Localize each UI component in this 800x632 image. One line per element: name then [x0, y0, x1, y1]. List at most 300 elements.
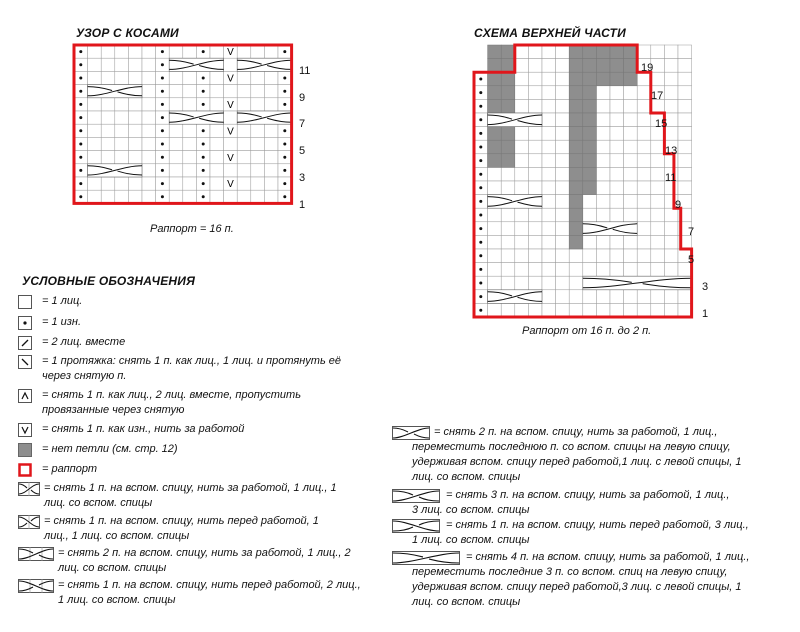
grid-cell	[515, 72, 529, 86]
no-stitch-cell	[501, 140, 515, 154]
grid-cell	[556, 154, 570, 168]
grid-cell	[596, 154, 610, 168]
no-stitch-cell	[569, 72, 583, 86]
slip-mark: V	[227, 100, 234, 111]
grid-cell	[624, 113, 638, 127]
grid-cell	[142, 111, 156, 124]
grid-cell	[678, 140, 692, 154]
grid-cell	[237, 98, 251, 111]
no-stitch-cell	[624, 45, 638, 59]
grid-cell	[610, 154, 624, 168]
legend-title: УСЛОВНЫЕ ОБОЗНАЧЕНИЯ	[22, 274, 196, 288]
grid-cell	[528, 72, 542, 86]
grid-cell	[169, 151, 183, 164]
chart2-row-number-7: 7	[688, 226, 695, 238]
grid-cell	[651, 195, 665, 209]
grid-cell	[142, 71, 156, 84]
grid-cell	[624, 303, 638, 317]
purl-mark	[479, 105, 482, 108]
grid-cell	[664, 290, 678, 304]
grid-cell	[637, 86, 651, 100]
grid-cell	[115, 98, 129, 111]
grid-cell	[542, 99, 556, 113]
grid-cell	[624, 86, 638, 100]
purl-mark	[161, 156, 164, 159]
no-stitch-cell	[569, 99, 583, 113]
purl-mark	[283, 90, 286, 93]
grid-cell	[115, 190, 129, 203]
grid-cell	[501, 167, 515, 181]
grid-cell	[169, 137, 183, 150]
purl-mark	[479, 227, 482, 230]
no-stitch-cell	[488, 140, 502, 154]
grid-cell	[610, 113, 624, 127]
grid-cell	[528, 263, 542, 277]
chart2-row-number-17: 17	[651, 90, 664, 102]
no-stitch-cell	[610, 45, 624, 59]
grid-cell	[183, 85, 197, 98]
grid-cell	[515, 59, 529, 73]
grid-cell	[651, 154, 665, 168]
grid-cell	[488, 208, 502, 222]
chart2-row-number-15: 15	[655, 118, 668, 130]
grid-cell	[637, 235, 651, 249]
grid-cell	[142, 190, 156, 203]
no-stitch-cell	[596, 72, 610, 86]
grid-cell	[596, 181, 610, 195]
grid-cell	[542, 113, 556, 127]
grid-cell	[556, 276, 570, 290]
grid-cell	[610, 181, 624, 195]
cable-pattern-chart	[74, 45, 294, 215]
grid-cell	[515, 140, 529, 154]
grid-cell	[664, 99, 678, 113]
grid-cell	[678, 45, 692, 59]
cable-symbol	[583, 276, 692, 290]
grid-cell	[128, 124, 142, 137]
grid-cell	[515, 249, 529, 263]
grid-cell	[637, 303, 651, 317]
grid-cell	[115, 137, 129, 150]
grid-cell	[264, 151, 278, 164]
chart2-caption: Раппорт от 16 п. до 2 п.	[522, 325, 652, 337]
purl-mark	[202, 50, 205, 53]
grid-cell	[183, 190, 197, 203]
purl-mark	[479, 159, 482, 162]
grid-cell	[169, 190, 183, 203]
grid-cell	[128, 58, 142, 71]
chart1-caption: Раппорт = 16 п.	[150, 223, 234, 235]
grid-cell	[556, 72, 570, 86]
grid-cell	[501, 276, 515, 290]
grid-cell	[210, 45, 224, 58]
grid-cell	[101, 137, 115, 150]
purl-mark	[479, 282, 482, 285]
no-stitch-cell	[488, 99, 502, 113]
grid-cell	[488, 235, 502, 249]
grid-cell	[528, 59, 542, 73]
grid-cell	[528, 181, 542, 195]
no-stitch-cell	[596, 59, 610, 73]
no-stitch-cell	[488, 86, 502, 100]
purl-mark	[479, 254, 482, 257]
grid-cell	[678, 59, 692, 73]
chart1-row-number-9: 9	[299, 92, 306, 104]
grid-cell	[624, 263, 638, 277]
grid-cell	[528, 86, 542, 100]
grid-cell	[637, 154, 651, 168]
grid-cell	[528, 222, 542, 236]
purl-mark	[161, 116, 164, 119]
grid-cell	[224, 58, 238, 71]
purl-mark	[161, 77, 164, 80]
grid-cell	[183, 137, 197, 150]
purl-mark	[79, 63, 82, 66]
grid-cell	[264, 190, 278, 203]
slip-mark: V	[227, 179, 234, 191]
grid-cell	[237, 85, 251, 98]
grid-cell	[556, 195, 570, 209]
no-stitch-icon	[18, 443, 32, 457]
grid-cell	[651, 181, 665, 195]
grid-cell	[542, 276, 556, 290]
grid-cell	[88, 98, 102, 111]
grid-cell	[664, 59, 678, 73]
grid-cell	[610, 127, 624, 141]
grid-cell	[596, 127, 610, 141]
purl-icon	[18, 316, 32, 330]
grid-cell	[183, 124, 197, 137]
grid-cell	[542, 140, 556, 154]
grid-cell	[528, 235, 542, 249]
k2tog-icon	[18, 336, 32, 350]
grid-cell	[664, 303, 678, 317]
grid-cell	[651, 140, 665, 154]
purl-mark	[202, 143, 205, 146]
no-stitch-cell	[501, 127, 515, 141]
grid-cell	[556, 208, 570, 222]
purl-mark	[202, 169, 205, 172]
grid-cell	[569, 303, 583, 317]
purl-mark	[479, 309, 482, 312]
grid-cell	[624, 167, 638, 181]
grid-cell	[678, 113, 692, 127]
no-stitch-cell	[583, 99, 597, 113]
grid-cell	[224, 85, 238, 98]
no-stitch-cell	[583, 86, 597, 100]
no-stitch-cell	[583, 181, 597, 195]
purl-mark	[79, 143, 82, 146]
cable-2-1-right-icon	[18, 482, 40, 496]
purl-mark	[202, 90, 205, 93]
purl-mark	[79, 103, 82, 106]
grid-cell	[237, 45, 251, 58]
grid-cell	[237, 164, 251, 177]
grid-cell	[596, 303, 610, 317]
grid-cell	[237, 137, 251, 150]
chart1-title: УЗОР С КОСАМИ	[76, 26, 179, 40]
grid-cell	[596, 113, 610, 127]
grid-cell	[569, 263, 583, 277]
grid-cell	[88, 111, 102, 124]
grid-cell	[183, 71, 197, 84]
grid-cell	[115, 71, 129, 84]
slip-mark: V	[227, 73, 234, 85]
no-stitch-cell	[488, 45, 502, 59]
grid-cell	[142, 124, 156, 137]
grid-cell	[542, 222, 556, 236]
grid-cell	[515, 86, 529, 100]
grid-cell	[624, 235, 638, 249]
grid-cell	[542, 303, 556, 317]
grid-cell	[515, 99, 529, 113]
no-stitch-cell	[583, 59, 597, 73]
grid-cell	[515, 181, 529, 195]
grid-cell	[596, 249, 610, 263]
purl-mark	[161, 129, 164, 132]
purl-mark	[479, 91, 482, 94]
grid-cell	[488, 167, 502, 181]
grid-cell	[264, 137, 278, 150]
grid-cell	[142, 137, 156, 150]
grid-cell	[542, 154, 556, 168]
grid-cell	[264, 177, 278, 190]
purl-mark	[79, 77, 82, 80]
grid-cell	[251, 98, 265, 111]
slip-icon	[18, 423, 32, 437]
grid-cell	[637, 222, 651, 236]
purl-mark	[79, 195, 82, 198]
grid-cell	[88, 177, 102, 190]
grid-cell	[251, 137, 265, 150]
grid-cell	[515, 167, 529, 181]
purl-mark	[283, 169, 286, 172]
grid-cell	[664, 263, 678, 277]
no-stitch-cell	[569, 235, 583, 249]
grid-cell	[169, 164, 183, 177]
grid-cell	[637, 140, 651, 154]
grid-cell	[515, 154, 529, 168]
grid-cell	[596, 290, 610, 304]
grid-cell	[251, 164, 265, 177]
no-stitch-cell	[501, 59, 515, 73]
no-stitch-cell	[583, 167, 597, 181]
skp-icon	[18, 355, 32, 369]
grid-cell	[583, 208, 597, 222]
grid-cell	[488, 181, 502, 195]
grid-cell	[542, 127, 556, 141]
grid-cell	[637, 290, 651, 304]
grid-cell	[664, 235, 678, 249]
grid-cell	[142, 177, 156, 190]
no-stitch-cell	[610, 59, 624, 73]
grid-cell	[501, 303, 515, 317]
no-stitch-cell	[501, 72, 515, 86]
upper-part-chart	[474, 45, 704, 325]
grid-cell	[610, 303, 624, 317]
purl-mark	[79, 90, 82, 93]
grid-cell	[583, 290, 597, 304]
grid-cell	[664, 45, 678, 59]
slip-mark: V	[227, 152, 234, 164]
grid-cell	[515, 222, 529, 236]
slip-mark: V	[227, 47, 234, 59]
purl-mark	[79, 116, 82, 119]
grid-cell	[501, 208, 515, 222]
no-stitch-cell	[569, 154, 583, 168]
grid-cell	[556, 140, 570, 154]
grid-cell	[596, 86, 610, 100]
purl-mark	[283, 195, 286, 198]
grid-cell	[115, 177, 129, 190]
grid-cell	[169, 177, 183, 190]
no-stitch-cell	[583, 154, 597, 168]
grid-cell	[528, 140, 542, 154]
grid-cell	[542, 86, 556, 100]
grid-cell	[610, 99, 624, 113]
grid-cell	[101, 98, 115, 111]
grid-cell	[88, 45, 102, 58]
purl-mark	[283, 182, 286, 185]
grid-cell	[264, 71, 278, 84]
sk2p-icon	[18, 389, 32, 403]
grid-cell	[210, 124, 224, 137]
no-stitch-cell	[569, 113, 583, 127]
no-stitch-cell	[488, 72, 502, 86]
chart2-title: СХЕМА ВЕРХНЕЙ ЧАСТИ	[474, 26, 626, 40]
grid-cell	[637, 167, 651, 181]
grid-cell	[251, 151, 265, 164]
grid-cell	[651, 72, 665, 86]
cable-symbol	[488, 195, 542, 209]
grid-cell	[183, 151, 197, 164]
no-stitch-cell	[501, 154, 515, 168]
grid-cell	[542, 59, 556, 73]
grid-cell	[610, 208, 624, 222]
grid-cell	[101, 177, 115, 190]
chart2-row-number-9: 9	[675, 199, 682, 211]
grid-cell	[264, 124, 278, 137]
grid-cell	[637, 127, 651, 141]
purl-mark	[161, 50, 164, 53]
chart2-row-number-1: 1	[702, 308, 709, 320]
grid-cell	[556, 235, 570, 249]
chart2-row-number-13: 13	[665, 145, 678, 157]
grid-cell	[583, 263, 597, 277]
cable-symbol	[488, 113, 542, 127]
grid-cell	[210, 98, 224, 111]
grid-cell	[515, 263, 529, 277]
no-stitch-cell	[569, 208, 583, 222]
grid-cell	[664, 249, 678, 263]
no-stitch-cell	[569, 181, 583, 195]
cable-symbol	[88, 164, 142, 177]
grid-cell	[142, 85, 156, 98]
purl-mark	[161, 63, 164, 66]
grid-cell	[651, 249, 665, 263]
grid-cell	[210, 177, 224, 190]
grid-cell	[596, 195, 610, 209]
grid-cell	[556, 86, 570, 100]
grid-cell	[210, 137, 224, 150]
grid-cell	[515, 303, 529, 317]
grid-cell	[664, 222, 678, 236]
grid-cell	[183, 98, 197, 111]
no-stitch-cell	[501, 99, 515, 113]
grid-cell	[624, 99, 638, 113]
grid-cell	[142, 45, 156, 58]
purl-mark	[79, 156, 82, 159]
grid-cell	[610, 235, 624, 249]
grid-cell	[251, 190, 265, 203]
grid-cell	[651, 235, 665, 249]
grid-cell	[596, 263, 610, 277]
chart1-row-number-5: 5	[299, 145, 306, 157]
grid-cell	[528, 154, 542, 168]
grid-cell	[610, 86, 624, 100]
no-stitch-cell	[569, 195, 583, 209]
purl-mark	[161, 169, 164, 172]
grid-cell	[624, 208, 638, 222]
grid-cell	[637, 263, 651, 277]
grid-cell	[556, 249, 570, 263]
knit-icon	[18, 295, 32, 309]
grid-cell	[251, 71, 265, 84]
no-stitch-cell	[624, 59, 638, 73]
no-stitch-cell	[569, 45, 583, 59]
chart2-row-number-19: 19	[641, 62, 654, 74]
grid-cell	[183, 164, 197, 177]
chart1-row-number-3: 3	[299, 172, 306, 184]
grid-cell	[542, 195, 556, 209]
grid-cell	[556, 45, 570, 59]
grid-cell	[264, 85, 278, 98]
grid-cell	[664, 72, 678, 86]
grid-cell	[128, 137, 142, 150]
grid-cell	[88, 124, 102, 137]
no-stitch-cell	[501, 45, 515, 59]
grid-cell	[610, 140, 624, 154]
grid-cell	[651, 290, 665, 304]
grid-cell	[556, 167, 570, 181]
grid-cell	[488, 249, 502, 263]
grid-cell	[664, 86, 678, 100]
chart1-row-number-11: 11	[299, 65, 311, 77]
grid-cell	[637, 181, 651, 195]
purl-mark	[283, 143, 286, 146]
grid-cell	[264, 98, 278, 111]
grid-cell	[637, 249, 651, 263]
grid-cell	[528, 208, 542, 222]
grid-cell	[528, 303, 542, 317]
purl-mark	[161, 195, 164, 198]
purl-mark	[479, 295, 482, 298]
no-stitch-cell	[569, 167, 583, 181]
grid-cell	[583, 235, 597, 249]
no-stitch-cell	[488, 127, 502, 141]
no-stitch-cell	[569, 86, 583, 100]
grid-cell	[169, 85, 183, 98]
grid-cell	[610, 263, 624, 277]
grid-cell	[583, 303, 597, 317]
purl-mark	[202, 129, 205, 132]
grid-cell	[515, 276, 529, 290]
purl-mark	[479, 241, 482, 244]
grid-cell	[128, 177, 142, 190]
grid-cell	[556, 303, 570, 317]
grid-cell	[637, 99, 651, 113]
grid-cell	[596, 99, 610, 113]
